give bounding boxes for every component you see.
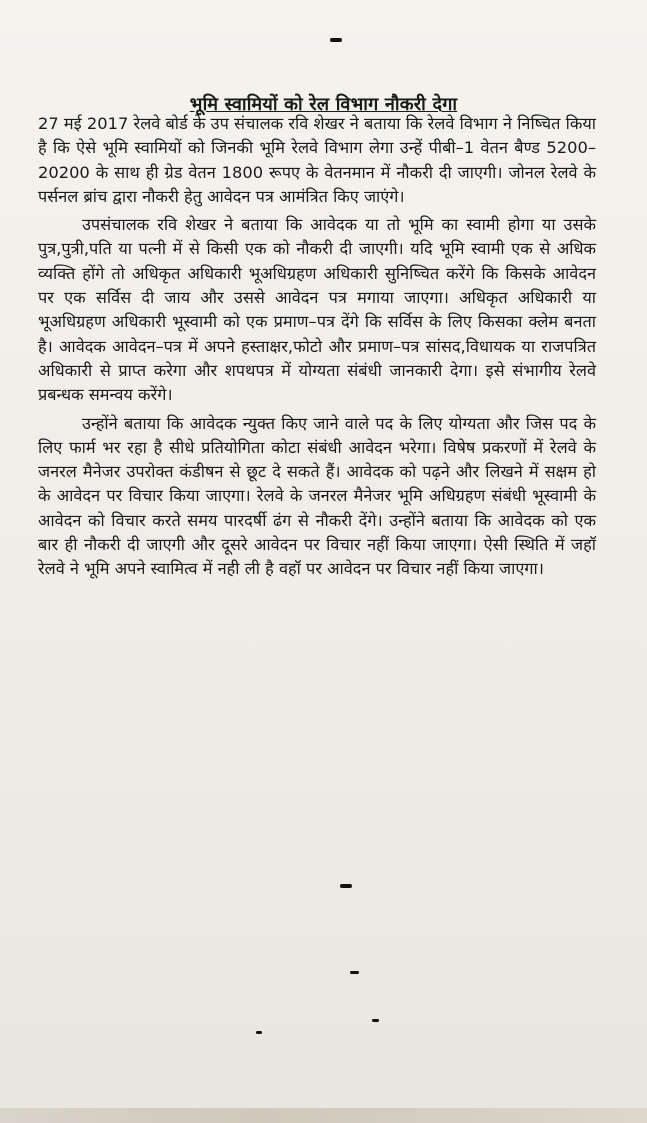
ink-mark (340, 884, 352, 888)
ink-mark (372, 1019, 379, 1022)
document-heading: भूमि स्वामियों को रेल विभाग नौकरी देगा (189, 94, 458, 115)
page-bottom-edge (0, 1108, 647, 1123)
document-body (38, 112, 596, 586)
ink-mark (350, 971, 359, 974)
ink-mark (256, 1031, 262, 1034)
ink-mark (330, 38, 342, 42)
paragraph-2: उपसंचालक रवि शेखर ने बताया कि आवेदक या तो भूमि का स्वामी होगा या उसके पुत्र,पुत्री,पति या पत्नी में से किसी एक को नौकरी दी जाएगी। यदि भूमि स्वामी एक से अधिक व्यक्ति होंगे तो अधिकृत अधिकारी भूअधिग्रहण अधिकारी सुनिष्चित करेंगे कि किसके आवेदन पर एक सर्विस दी जाय और उससे आवेदन पत्र मगाया जाएगा। अधिकृत अधिकारी या भूअधिग्रहण अधिकारी भूस्वामी को एक प्रमाण–पत्र देंगे कि सर्विस के लिए किसका क्लेम बनता है। आवेदक आवेदन–पत्र में अपने हस्ताक्षर,फोटो और प्रमाण–पत्र सांसद,विधायक या राजपत्रित अधिकारी से प्राप्त करेगा और शपथपत्र में योग्यता संबंधी जानकारी देगा। इसे संभागीय रेलवे प्रबन्धक समन्वय करेंगे। (38, 215, 596, 405)
paragraph-1: 27 मई 2017 रेलवे बोर्ड के उप संचालक रवि शेखर ने बताया कि रेलवे विभाग ने निष्चित किया है कि ऐसे भूमि स्वामियों को जिनकी भूमि रेलवे विभाग लेगा उन्हें पीबी–1 वेतन बैण्ड 5200–20200 के साथ ही ग्रेड वेतन 1800 रूपए के वेतनमान में नौकरी दी जाएगी। जोनल रेलवे के पर्सनल ब्रांच द्वारा नौकरी हेतु आवेदन पत्र आमंत्रित किए जाएंगे। (38, 114, 596, 206)
paragraph-3: उन्होंने बताया कि आवेदक न्युक्त किए जाने वाले पद के लिए योग्यता और जिस पद के लिए फार्म भर रहा है सीधे प्रतियोगिता कोटा संबंधी आवेदन भरेगा। विषेष प्रकरणों में रेलवे के जनरल मैनेजर उपरोक्त कंडीषन से छूट दे सकते हैं। आवेदक को पढ़ने और लिखने में सक्षम हो के आवेदन पर विचार किया जाएगा। रेलवे के जनरल मैनेजर भूमि अधिग्रहण संबंधी भूस्वामी के आवेदन को विचार करते समय पारदर्षी ढंग से नौकरी देंगे। उन्होंने बताया कि आवेदक को एक बार ही नौकरी दी जाएगी और दूसरे आवेदन पर विचार नहीं किया जाएगा। ऐसी स्थिति में जहॉ रेलवे ने भूमि अपने स्वामित्व में नही ली है वहॉ पर आवेदन पर विचार नहीं किया जाएगा। (38, 413, 596, 579)
